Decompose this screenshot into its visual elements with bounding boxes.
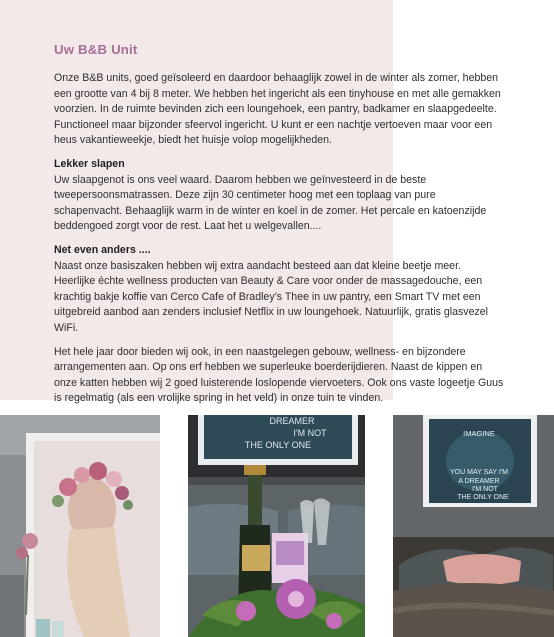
paragraph-text: Het hele jaar door bieden wij ook, in een naastgelegen gebouw, wellness- en bijzondere arrangementen aan. Op ons erf hebben we superleuke boerderijdieren. Naast de kippen en onze katten hebben wij 2 goed luisterende loslopende viervoeters. Ook ons vaste logeetje Guus is regelmatig (als een vrolijke spring in het veld) in onze tuin te vinden. — [54, 345, 504, 405]
poster-text-line: I'M NOT — [293, 428, 327, 438]
poster-text-line: A DREAMER — [458, 478, 500, 485]
photo-strip — [0, 415, 554, 637]
main-content — [54, 42, 504, 416]
page-title: Uw B&B Unit — [54, 42, 138, 57]
paragraph-text: Uw slaapgenot is ons veel waard. Daarom hebben we geïnvesteerd in de beste tweepersoonsmatrassen. Deze zijn 30 centimeter hoog met een toplaag van pure schapenvacht. Behaaglijk warm in de winter en koel in de zomer. Het percale en katoenzijde beddengoed zorgt voor de rest. Laat het u welgevallen.... — [54, 173, 487, 233]
photo-flower-crown-poster — [0, 415, 160, 637]
paragraph-text: Onze B&B units, goed geïsoleerd en daardoor behaaglijk zowel in de winter als zomer, hebben een grootte van 4 bij 8 meter. We hebben het ingericht als een tinyhouse en met alle gemakken voorzien. In de ruimte bevinden zich een loungehoek, een pantry, badkamer en slaapgedeelte. Functioneel maar bijzonder sfeervol ingericht. U kunt er een nachtje vertoeven maar voor een heus vakantieweekje, biedt het huisje volop mogelijkheden. — [54, 72, 501, 147]
paragraph-text: Naast onze basiszaken hebben wij extra aandacht besteed aan dat kleine beetje meer. Heerlijke échte wellness producten van Beauty & Care voor onder de massagedouche, een krachtig bakje koffie van Cerco Cafe of Bradley’s Thee in uw pantry, een Smart TV met een uitgebreid aanbod aan zenders inclusief Netflix in uw loungehoek. Natuurlijk, gratis glasvezel WiFi. — [54, 259, 489, 334]
paragraph-intro — [54, 71, 504, 148]
paragraph-yearround — [54, 345, 504, 407]
poster-text-line: I'M NOT — [472, 486, 498, 493]
poster-text-line: DREAMER — [269, 416, 315, 426]
poster-text-line: IMAGINE — [463, 429, 495, 438]
poster-text-line: YOU MAY SAY I'M — [450, 469, 508, 476]
photo-champagne-bed — [188, 415, 365, 637]
paragraph-heading: Net even anders .... — [54, 244, 151, 257]
photo-bed-imagine-poster — [393, 415, 554, 637]
paragraph-extras — [54, 243, 504, 335]
paragraph-sleeping — [54, 157, 504, 234]
poster-text-line: THE ONLY ONE — [457, 494, 509, 501]
poster-text-line: THE ONLY ONE — [244, 440, 312, 450]
paragraph-heading: Lekker slapen — [54, 158, 125, 171]
